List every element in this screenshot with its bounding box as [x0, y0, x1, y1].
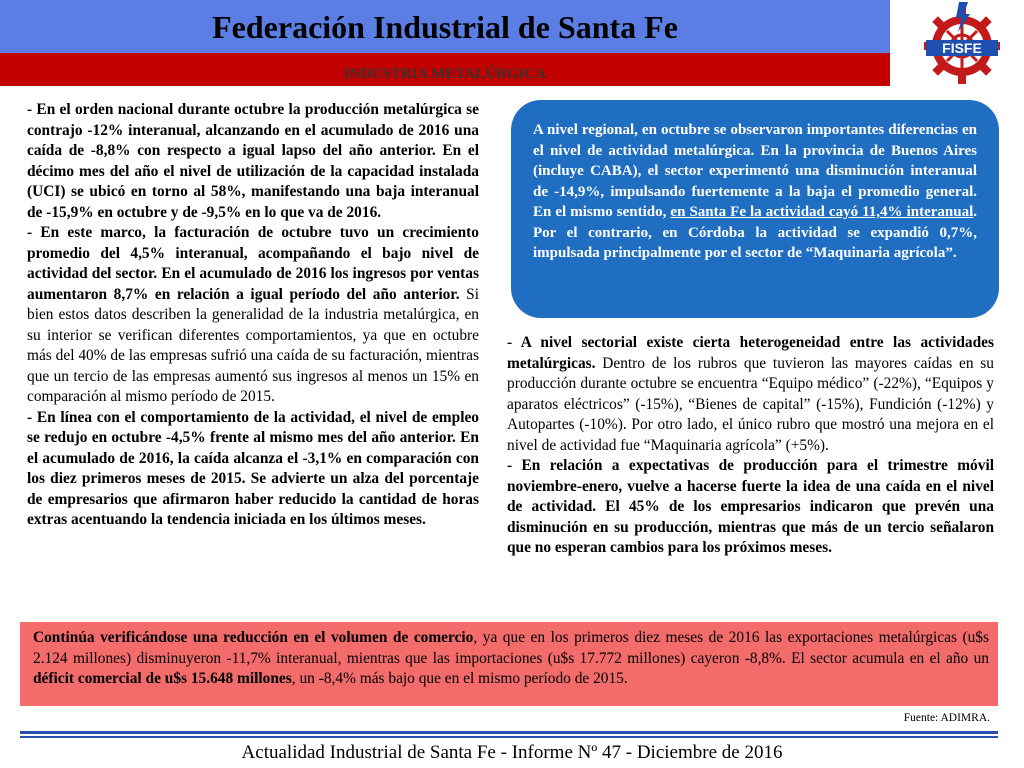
left-paragraph-employment: - En línea con el comportamiento de la actividad, el nivel de empleo se redujo en octubre -4,5% frente al mismo mes del año anterior. En el acumulado de 2016, la caída alcanza el -3,1% en comparación con los diez primeros meses de 2015. Se advierte un alza del porcentaje de empresarios que afirmaron haber reducido la cantidad de horas extras acentuando la tendencia iniciada en los últimos meses.: [27, 408, 479, 528]
billing-normal-text: Si bien estos datos describen la generalidad de la industria metalúrgica, en su interior se verifican diferentes comportamientos, ya que en octubre más del 40% de las empresas sufrió una caída de su facturación, mientras que un tercio de las empresas aumentó sus ingresos al menos un 15% en comparación al mismo período de 2015.: [27, 285, 479, 405]
header-subtitle-bar: [0, 53, 890, 86]
left-paragraph-billing: [27, 223, 479, 408]
regional-text-b: . Por el contrario, en Córdoba la actividad se expandió 0,7%, impulsada principalmente por el sector de “Maquinaria agrícola”.: [533, 204, 977, 261]
right-paragraph-sectorial: [507, 333, 994, 456]
section-subtitle: INDUSTRIA METALÚRGICA: [344, 66, 546, 82]
fisfe-logo: [900, 2, 1024, 88]
regional-highlight-bubble: [511, 100, 999, 318]
regional-text-a: A nivel regional, en octubre se observaron importantes diferencias en el nivel de actividad metalúrgica. En la provincia de Buenos Aires (incluye CABA), el sector experimentó una disminución interanual de -14,9%, impulsando fuertemente a la baja el promedio general. En el mismo sentido,: [533, 122, 977, 220]
trade-deficit-bold: déficit comercial de u$s 15.648 millones: [33, 670, 292, 687]
trade-text-b: , un -8,4% más bajo que en el mismo período de 2015.: [291, 670, 628, 687]
sectorial-normal-text: Dentro de los rubros que tuvieron las mayores caídas en su producción durante octubre se encuentra “Equipo médico” (-22%), “Equipos y aparatos eléctricos” (-15%), “Bienes de capital” (-15%), Fundición (-12%) y Autopartes (-10%). Por otro lado, el único rubro que mostró una mejora en el nivel de actividad fue “Maquinaria agrícola” (+5%).: [507, 354, 994, 454]
fisfe-gear-icon: [900, 2, 1024, 88]
page-title: Federación Industrial de Santa Fe: [212, 9, 678, 45]
logo-text: FISFE: [942, 40, 982, 56]
regional-highlight-text: [533, 120, 977, 264]
trade-text-a: , ya que en los primeros diez meses de 2016 las exportaciones metalúrgicas (u$s 2.124 millones) disminuyeron -11,7% interanual, mientras que las importaciones (u$s 17.772 millones) cayeron -8,8%. El sector acumula en el año un: [33, 629, 989, 667]
billing-bold-text: - En este marco, la facturación de octubre tuvo un crecimiento promedio del 4,5% interanual, acompañando el bajo nivel de actividad del sector. En el acumulado de 2016 los ingresos por ventas aumentaron 8,7% en relación a igual período del año anterior.: [27, 224, 479, 303]
sectorial-bold-text: - A nivel sectorial existe cierta heterogeneidad entre las actividades metalúrgicas.: [507, 334, 994, 372]
footer-divider-bottom: [20, 736, 998, 738]
right-paragraph-expectations: - En relación a expectativas de producción para el trimestre móvil noviembre-enero, vuelve a hacerse fuerte la idea de una caída en el nivel de actividad. El 45% de los empresarios indicaron que prevén una disminución en su producción, mientras que más de un tercio señalaron que no esperan cambios para los próximos meses.: [507, 457, 994, 556]
header-title-bar: [0, 0, 890, 53]
left-column: [27, 100, 479, 531]
trade-summary-text: [33, 628, 989, 690]
santa-fe-underlined-text: en Santa Fe la actividad cayó 11,4% interanual: [670, 204, 974, 220]
trade-summary-box: [20, 622, 998, 706]
source-note: Fuente: ADIMRA.: [903, 712, 990, 724]
trade-lead-bold: Continúa verificándose una reducción en el volumen de comercio: [33, 629, 474, 646]
left-paragraph-production: - En el orden nacional durante octubre la producción metalúrgica se contrajo -12% interanual, alcanzando en el acumulado de 2016 una caída de -8,8% con respecto a igual lapso del año anterior. En el décimo mes del año el nivel de utilización de la capacidad instalada (UCI) se ubicó en torno al 58%, manifestando una baja interanual de -15,9% en octubre y de -9,5% en lo que va de 2016.: [27, 101, 479, 221]
footer-text: Actualidad Industrial de Santa Fe - Informe Nº 47 - Diciembre de 2016: [241, 742, 783, 763]
right-column: [507, 333, 994, 559]
footer-divider-top: [20, 731, 998, 734]
